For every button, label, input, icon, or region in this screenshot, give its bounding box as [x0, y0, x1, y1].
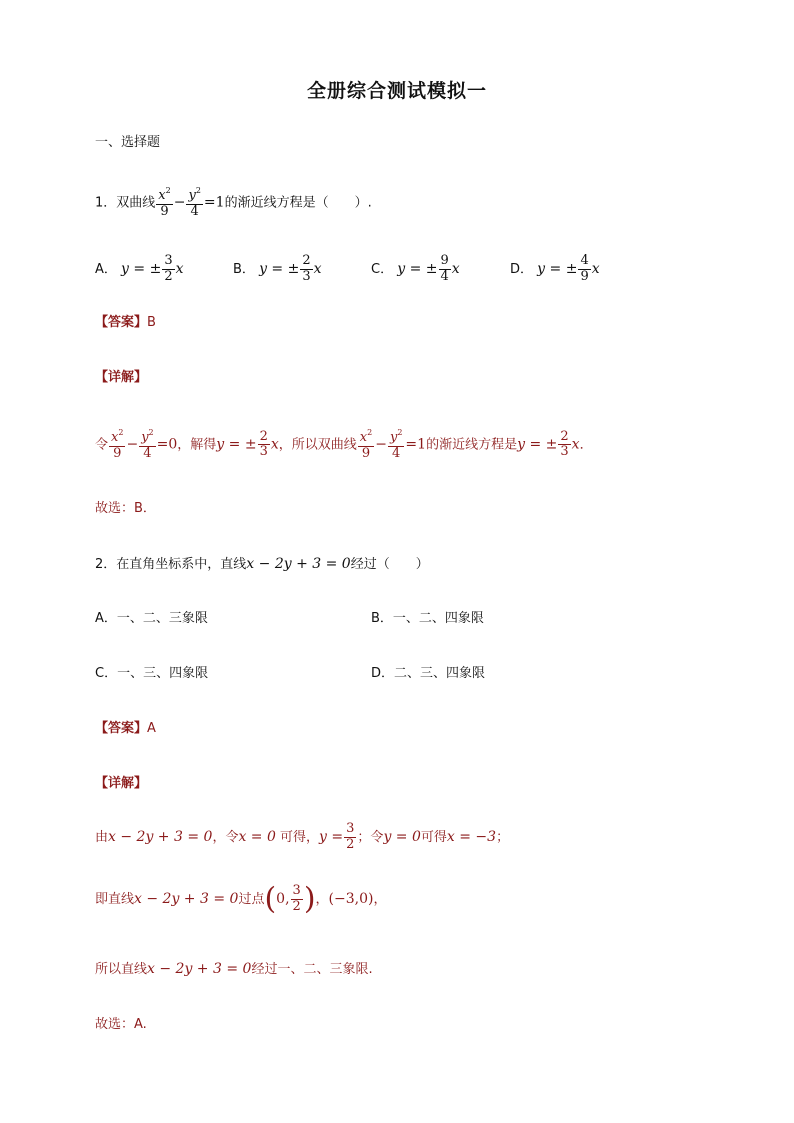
option-b: B．一、二、四象限: [371, 611, 484, 626]
option-d: D．二、三、四象限: [371, 666, 486, 681]
solution-1: 令 $\frac{x^2}{9}$ − $\frac{y^2}{4}$ =0，解得y = ± $\frac{2}{3}$ x，所以双曲线 $\frac{x^2}{9}$ − $\frac{y^2}{4}$ =1的渐近线方程是y = ± $\frac{2}{3}$ x．: [95, 428, 593, 461]
solution-2-line-2: 即直线x − 2y + 3 = 0过点(0, $\frac{3}{2}$ )，(−3,0)，: [95, 881, 387, 917]
question-1-stem: 1．双曲线 $\frac{x^2}{9}$ − $\frac{y^2}{4}$ =1的渐近线方程是（ ）.: [95, 186, 372, 219]
question-text: 双曲线: [116, 195, 156, 211]
question-text: 的渐近线方程是（ ）.: [224, 195, 372, 211]
fraction-y2-4: $\frac{y^2}{4}$: [188, 186, 201, 219]
question-number: 1．: [95, 195, 117, 211]
option-b: B． y = ± $\frac{2}{3}$ x: [233, 253, 322, 284]
detail-label-2: 【详解】: [95, 776, 148, 791]
choose-1: 故选：B．: [95, 501, 156, 516]
solution-2-line-3: 所以直线x − 2y + 3 = 0经过一、二、三象限.: [95, 961, 373, 977]
section-heading: 一、选择题: [95, 135, 161, 150]
option-c: C． y = ± $\frac{9}{4}$ x: [371, 253, 460, 284]
answer-2: 【答案】A: [95, 721, 156, 736]
option-a: A． y = ± $\frac{3}{2}$ x: [95, 253, 184, 284]
option-c: C．一、三、四象限: [95, 666, 209, 681]
equation-rhs: =1: [203, 194, 225, 211]
answer-1: 【答案】B: [95, 315, 156, 330]
question-2-stem: 2．在直角坐标系中，直线x − 2y + 3 = 0经过（ ）: [95, 556, 429, 572]
choose-2: 故选：A.: [95, 1017, 147, 1032]
page-title: 全册综合测试模拟一: [306, 80, 487, 102]
option-a: A．一、二、三象限: [95, 611, 208, 626]
option-d: D． y = ± $\frac{4}{9}$ x: [510, 253, 600, 284]
solution-2-line-1: 由x − 2y + 3 = 0，令x = 0 可得，y = $\frac{3}{2}$ ；令y = 0可得x = −3；: [95, 821, 510, 852]
detail-label-1: 【详解】: [95, 370, 148, 385]
fraction-x2-9: $\frac{x^2}{9}$: [158, 186, 171, 219]
